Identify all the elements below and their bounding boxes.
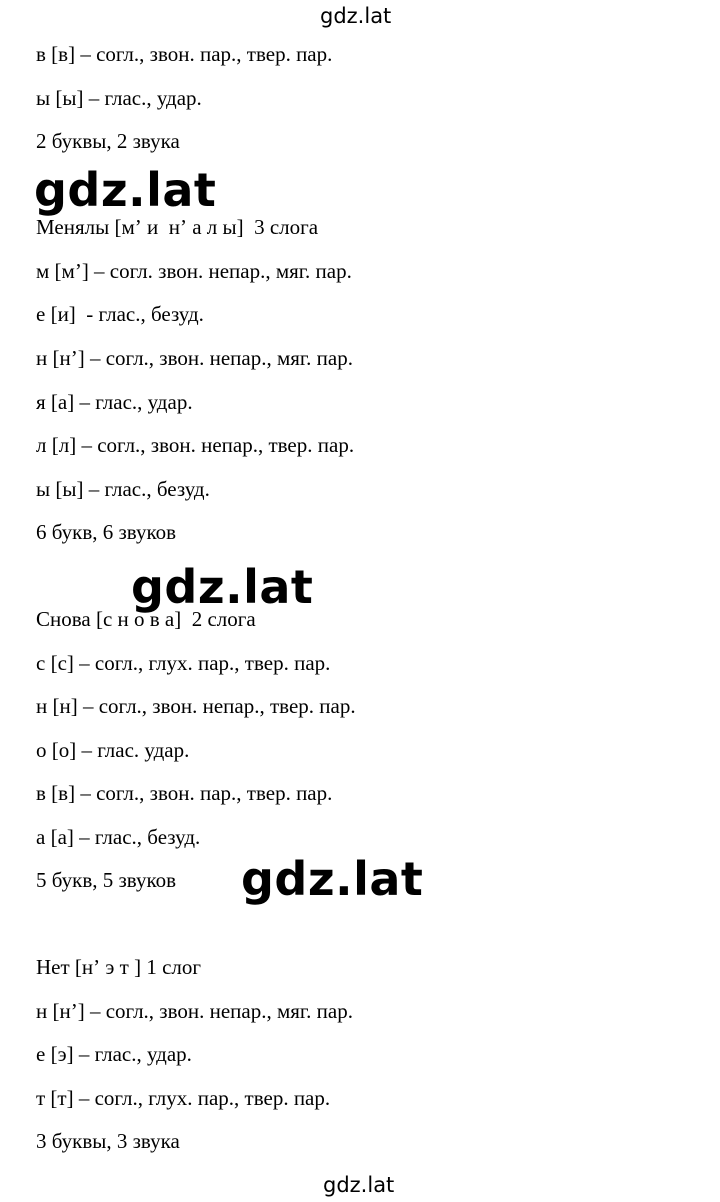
watermark-large: gdz.lat [241, 852, 424, 906]
text-line: л [л] – согл., звон. непар., твер. пар. [36, 433, 355, 457]
text-line: т [т] – согл., глух. пар., твер. пар. [36, 1086, 331, 1110]
text-line: ы [ы] – глас., удар. [36, 86, 202, 110]
watermark-bottom: gdz.lat [323, 1173, 395, 1197]
word-header: Снова [с н о в а] 2 слога [36, 607, 256, 631]
text-line: е [э] – глас., удар. [36, 1042, 192, 1066]
text-line: с [с] – согл., глух. пар., твер. пар. [36, 651, 331, 675]
text-line: 2 буквы, 2 звука [36, 129, 180, 153]
text-line: е [и] - глас., безуд. [36, 302, 204, 326]
text-line: в [в] – согл., звон. пар., твер. пар. [36, 781, 333, 805]
text-line: н [н] – согл., звон. непар., твер. пар. [36, 694, 356, 718]
text-line: 3 буквы, 3 звука [36, 1129, 180, 1153]
word-header: Менялы [мʼ и нʼ а л ы] 3 слога [36, 215, 319, 239]
text-line: н [нʼ] – согл., звон. непар., мяг. пар. [36, 999, 353, 1023]
text-line: а [а] – глас., безуд. [36, 825, 201, 849]
watermark-large: gdz.lat [131, 560, 314, 614]
text-line: 5 букв, 5 звуков [36, 868, 177, 892]
word-header: Нет [нʼ э т ] 1 слог [36, 955, 201, 979]
text-line: о [о] – глас. удар. [36, 738, 190, 762]
text-line: н [нʼ] – согл., звон. непар., мяг. пар. [36, 346, 353, 370]
text-line: я [а] – глас., удар. [36, 390, 193, 414]
watermark-large: gdz.lat [34, 163, 217, 217]
text-line: 6 букв, 6 звуков [36, 520, 177, 544]
text-line: м [мʼ] – согл. звон. непар., мяг. пар. [36, 259, 352, 283]
text-line: в [в] – согл., звон. пар., твер. пар. [36, 42, 333, 66]
watermark-top: gdz.lat [320, 4, 392, 28]
text-line: ы [ы] – глас., безуд. [36, 477, 210, 501]
